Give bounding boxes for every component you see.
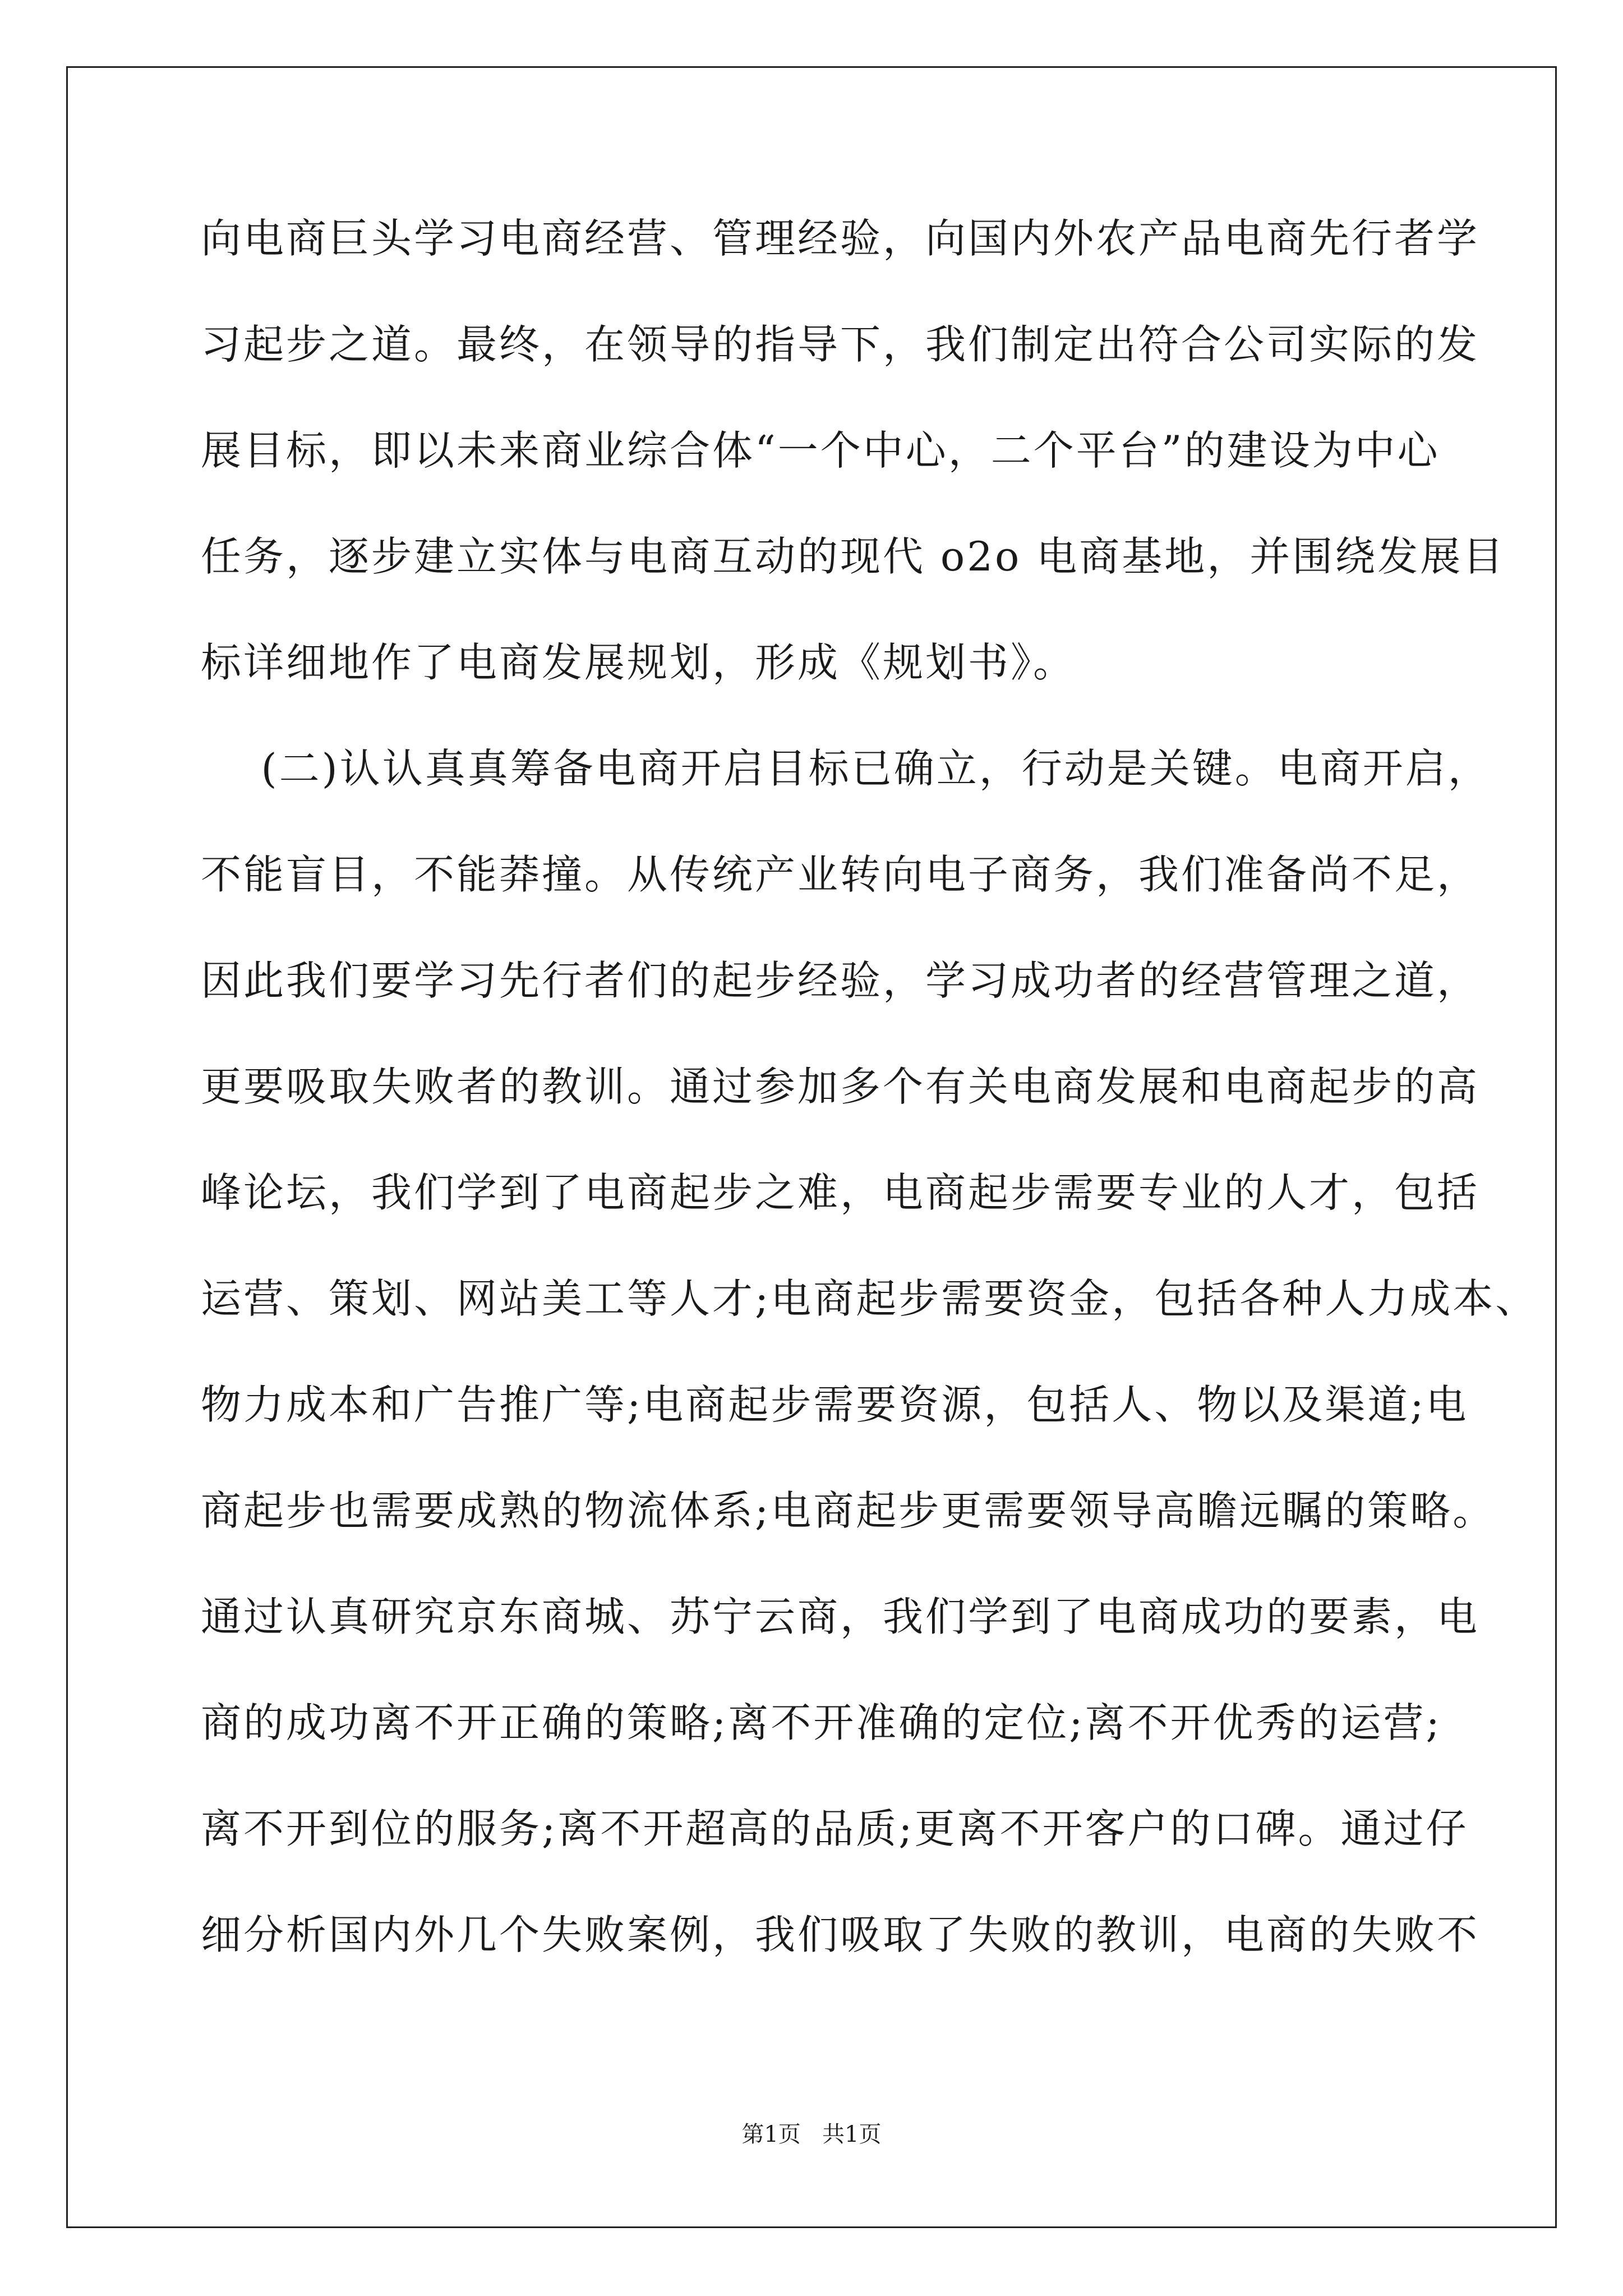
text-line: 更要吸取失败者的教训。通过参加多个有关电商发展和电商起步的高 — [201, 1063, 1480, 1110]
text-line: 习起步之道。最终，在领导的指导下，我们制定出符合公司实际的发 — [201, 321, 1480, 368]
text-line: 离不开到位的服务;离不开超高的品质;更离不开客户的口碑。通过仔 — [201, 1805, 1469, 1852]
text-line: 商起步也需要成熟的物流体系;电商起步更需要领导高瞻远瞩的策略。 — [201, 1487, 1496, 1534]
text-line: 通过认真研究京东商城、苏宁云商，我们学到了电商成功的要素，电 — [201, 1593, 1480, 1640]
page-number-footer: 第1页 共1页 — [741, 2122, 882, 2147]
text-line: 商的成功离不开正确的策略;离不开准确的定位;离不开优秀的运营; — [201, 1699, 1442, 1746]
text-line: 因此我们要学习先行者们的起步经验，学习成功者的经营管理之道， — [201, 957, 1480, 1004]
text-line: 展目标，即以未来商业综合体“一个中心，二个平台”的建设为中心 — [201, 427, 1440, 474]
document-body — [201, 210, 1538, 2013]
text-line: 不能盲目，不能莽撞。从传统产业转向电子商务，我们准备尚不足， — [201, 851, 1480, 898]
text-line: 向电商巨头学习电商经营、管理经验，向国内外农产品电商先行者学 — [201, 215, 1480, 262]
text-line: 标详细地作了电商发展规划，形成《规划书》。 — [201, 639, 1076, 686]
text-line: 物力成本和广告推广等;电商起步需要资源，包括人、物以及渠道;电 — [201, 1381, 1469, 1428]
text-line: 任务，逐步建立实体与电商互动的现代 o2o 电商基地，并围绕发展目 — [201, 533, 1506, 580]
text-line: 运营、策划、网站美工等人才;电商起步需要资金，包括各种人力成本、 — [201, 1275, 1538, 1322]
text-line: (二)认认真真筹备电商开启目标已确立，行动是关键。电商开启， — [201, 745, 1491, 792]
text-line: 峰论坛，我们学到了电商起步之难，电商起步需要专业的人才，包括 — [201, 1169, 1480, 1216]
text-line: 细分析国内外几个失败案例，我们吸取了失败的教训，电商的失败不 — [201, 1911, 1480, 1958]
